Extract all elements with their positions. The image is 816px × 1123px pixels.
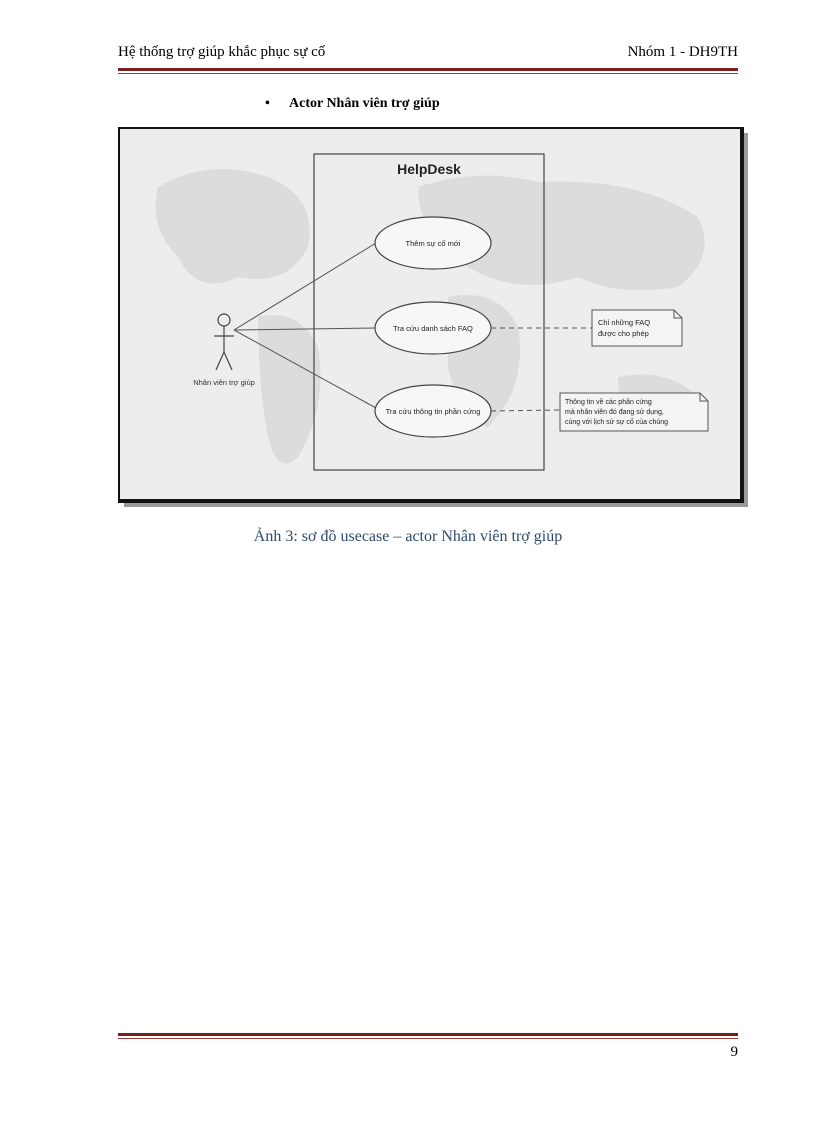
figure-caption: Ảnh 3: sơ đồ usecase – actor Nhân viên trợ giúp xyxy=(253,528,563,545)
note-line: mà nhân viên đó đang sử dụng, xyxy=(565,409,664,416)
actor-label: Nhân viên trợ giúp xyxy=(193,378,255,387)
page-number: 9 xyxy=(730,1044,738,1060)
header-rule-thick xyxy=(118,68,738,71)
note-line: cùng với lịch sử sự cố của chúng xyxy=(565,419,669,426)
usecase-label: Tra cứu thông tin phần cứng xyxy=(385,407,481,416)
header-rule-thin xyxy=(118,73,738,74)
note-box xyxy=(592,310,682,346)
footer-rule-thick xyxy=(118,1033,738,1036)
system-name: HelpDesk xyxy=(397,161,461,177)
usecase-label: Tra cứu danh sách FAQ xyxy=(393,324,473,333)
section-heading xyxy=(265,96,440,112)
note-line: được cho phép xyxy=(598,329,649,338)
note-line: Thông tin về các phần cứng xyxy=(565,399,652,406)
usecase-diagram xyxy=(118,127,748,507)
note-line: Chỉ những FAQ xyxy=(598,318,651,327)
bullet-icon: • xyxy=(265,96,270,111)
header-group: Nhóm 1 - DH9TH xyxy=(627,44,738,60)
usecase-label: Thêm sự cố mới xyxy=(405,239,461,248)
section-heading-text: Actor Nhân viên trợ giúp xyxy=(289,96,440,111)
footer-rule-thin xyxy=(118,1038,738,1039)
header-title: Hệ thống trợ giúp khắc phục sự cố xyxy=(118,44,326,60)
